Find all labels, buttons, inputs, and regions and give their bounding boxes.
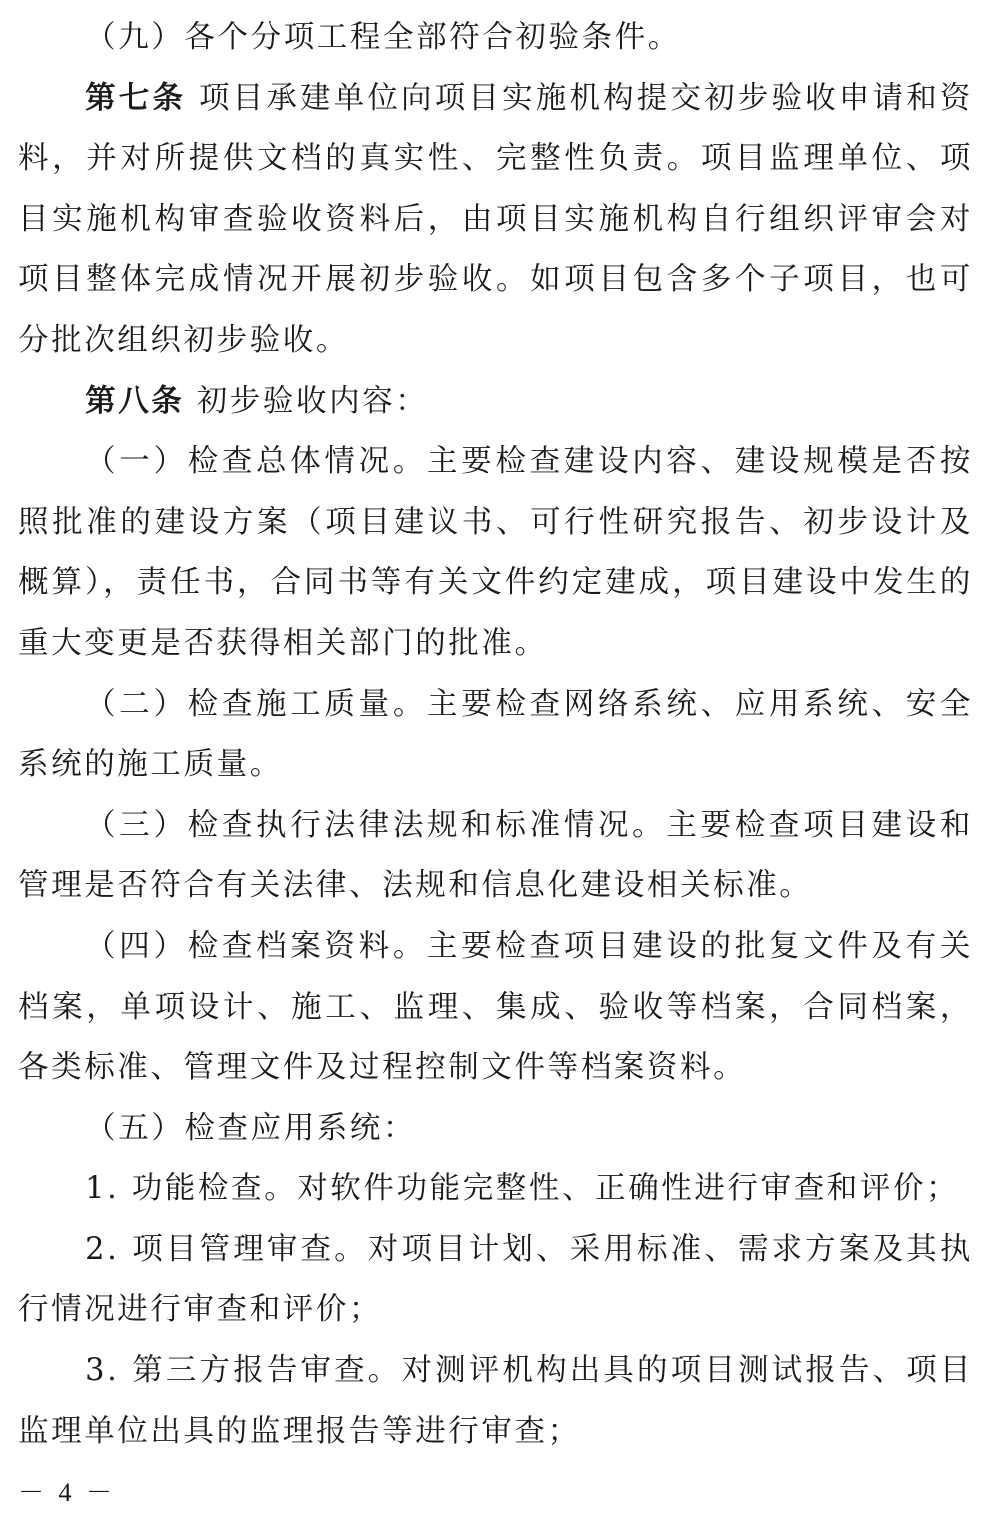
sub-item-3 — [18, 1341, 973, 1462]
paragraph-text: 2. 项目管理审查。对项目计划、采用标准、需求方案及其执行情况进行审查和评价； — [18, 1231, 973, 1328]
paragraph-text: 1. 功能检查。对软件功能完整性、正确性进行审查和评价； — [85, 1171, 960, 1207]
paragraph-text: 3. 第三方报告审查。对测评机构出具的项目测试报告、项目监理单位出具的监理报告等进行审查； — [18, 1353, 973, 1449]
sub-item-2 — [18, 1220, 973, 1341]
article-8-paragraph — [18, 372, 973, 433]
sub-item-1 — [18, 1159, 973, 1220]
paragraph-text: （一）检查总体情况。主要检查建设内容、建设规模是否按照批准的建设方案（项目建议书、可行性研究报告、初步设计及概算），责任书，合同书等有关文件约定建成，项目建设中发生的重大变更是否获得相关部门的批准。 — [18, 444, 973, 661]
paragraph-item-5 — [18, 1099, 973, 1160]
paragraph-text: 初步验收内容： — [184, 383, 429, 419]
paragraph-text: 项目承建单位向项目实施机构提交初步验收申请和资料，并对所提供文档的真实性、完整性负责。项目监理单位、项目实施机构审查验收资料后，由项目实施机构自行组织评审会对项目整体完成情况开展初步验收。如项目包含多个子项目，也可分批次组织初步验收。 — [18, 80, 973, 358]
paragraph-text: （二）检查施工质量。主要检查网络系统、应用系统、安全系统的施工质量。 — [18, 686, 973, 783]
article-7-heading: 第七条 — [85, 80, 187, 116]
article-8-heading: 第八条 — [85, 383, 185, 419]
paragraph-text: （九）各个分项工程全部符合初验条件。 — [85, 20, 681, 55]
article-7-paragraph — [18, 69, 973, 372]
paragraph-text: （三）检查执行法律法规和标准情况。主要检查项目建设和管理是否符合有关法律、法规和信息化建设相关标准。 — [18, 807, 973, 904]
paragraph-item-4 — [18, 917, 973, 1099]
page-number: － 4 － — [18, 1478, 117, 1507]
paragraph-text: （四）检查档案资料。主要检查项目建设的批复文件及有关档案，单项设计、施工、监理、集成、验收等档案，合同档案，各类标准、管理文件及过程控制文件等档案资料。 — [18, 928, 973, 1086]
paragraph-text: （五）检查应用系统： — [85, 1110, 417, 1146]
paragraph-item-9 — [18, 8, 973, 69]
document-body — [18, 8, 973, 1462]
paragraph-item-2 — [18, 675, 973, 796]
paragraph-item-3 — [18, 796, 973, 917]
paragraph-item-1 — [18, 432, 973, 674]
